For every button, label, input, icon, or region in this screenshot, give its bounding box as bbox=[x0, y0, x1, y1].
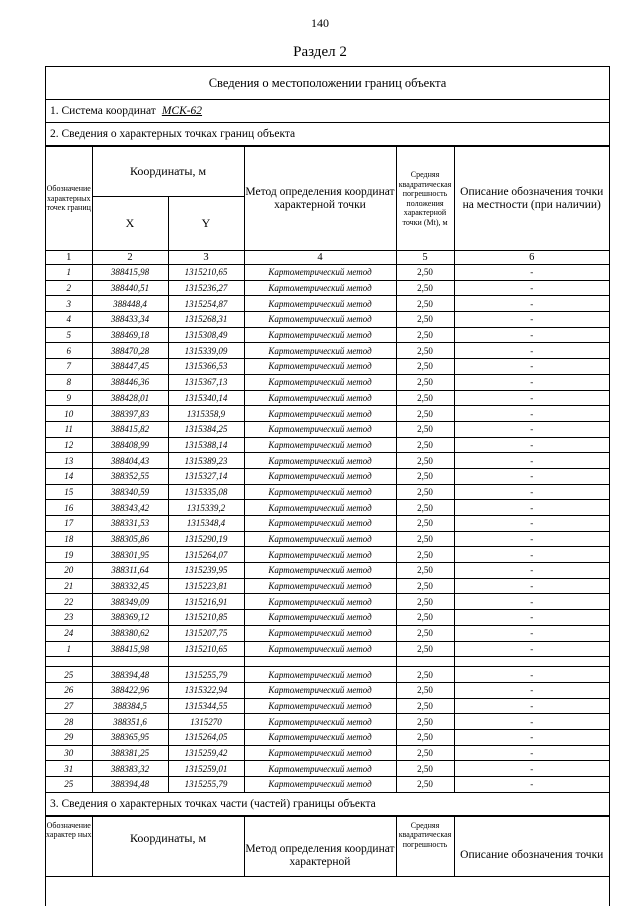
method-cell: Картометрический метод bbox=[244, 777, 396, 793]
point-number-cell: 9 bbox=[46, 390, 92, 406]
point-number-cell: 15 bbox=[46, 484, 92, 500]
point-number-cell: 10 bbox=[46, 406, 92, 422]
coord-x-cell: 388311,64 bbox=[92, 563, 168, 579]
point-number-cell: 11 bbox=[46, 421, 92, 437]
description-cell: - bbox=[454, 547, 609, 563]
coord-y-cell: 1315335,08 bbox=[168, 484, 244, 500]
method-cell: Картометрический метод bbox=[244, 563, 396, 579]
coord-y-cell: 1315358,9 bbox=[168, 406, 244, 422]
description-cell: - bbox=[454, 682, 609, 698]
error-cell: 2,50 bbox=[396, 563, 454, 579]
error-cell: 2,50 bbox=[396, 437, 454, 453]
coord-x-cell: 388301,95 bbox=[92, 547, 168, 563]
coord-y-cell: 1315264,07 bbox=[168, 547, 244, 563]
coord-y-cell: 1315210,65 bbox=[168, 641, 244, 657]
method-cell: Картометрический метод bbox=[244, 667, 396, 683]
method-cell: Картометрический метод bbox=[244, 641, 396, 657]
description-cell: - bbox=[454, 729, 609, 745]
table-row bbox=[46, 641, 609, 657]
method-cell: Картометрический метод bbox=[244, 516, 396, 532]
error-cell: 2,50 bbox=[396, 421, 454, 437]
coord-y-cell: 1315340,14 bbox=[168, 390, 244, 406]
table-row bbox=[46, 745, 609, 761]
coord-y-cell: 1315239,95 bbox=[168, 563, 244, 579]
coord-x-cell: 388305,86 bbox=[92, 531, 168, 547]
coord-y-cell: 1315223,81 bbox=[168, 578, 244, 594]
error-cell: 2,50 bbox=[396, 468, 454, 484]
table-row bbox=[46, 390, 609, 406]
method-cell: Картометрический метод bbox=[244, 327, 396, 343]
coord-x-cell: 388447,45 bbox=[92, 359, 168, 375]
colnum-5: 5 bbox=[396, 251, 454, 265]
table-row bbox=[46, 610, 609, 626]
error-cell: 2,50 bbox=[396, 625, 454, 641]
error-cell: 2,50 bbox=[396, 374, 454, 390]
col-error: Средняя квадратическая погрешность положения характерной точки (Mt), м bbox=[396, 147, 454, 251]
method-cell: Картометрический метод bbox=[244, 745, 396, 761]
description-cell: - bbox=[454, 327, 609, 343]
error-cell: 2,50 bbox=[396, 547, 454, 563]
method-cell: Картометрический метод bbox=[244, 761, 396, 777]
error-cell: 2,50 bbox=[396, 484, 454, 500]
description-cell: - bbox=[454, 777, 609, 793]
col2-error: Средняя квадратическая погрешность bbox=[396, 816, 454, 876]
coord-system-row bbox=[46, 100, 609, 123]
method-cell: Картометрический метод bbox=[244, 359, 396, 375]
table-row bbox=[46, 374, 609, 390]
coord-x-cell: 388397,83 bbox=[92, 406, 168, 422]
description-cell: - bbox=[454, 374, 609, 390]
table-row bbox=[46, 594, 609, 610]
error-cell: 2,50 bbox=[396, 531, 454, 547]
description-cell: - bbox=[454, 594, 609, 610]
description-cell: - bbox=[454, 500, 609, 516]
table-row bbox=[46, 406, 609, 422]
coord-x-cell: 388408,99 bbox=[92, 437, 168, 453]
method-cell: Картометрический метод bbox=[244, 374, 396, 390]
point-number-cell: 14 bbox=[46, 468, 92, 484]
point-number-cell: 4 bbox=[46, 312, 92, 328]
table-row bbox=[46, 500, 609, 516]
col2-description: Описание обозначения точки bbox=[454, 816, 609, 876]
method-cell: Картометрический метод bbox=[244, 714, 396, 730]
coord-x-cell: 388331,53 bbox=[92, 516, 168, 532]
coord-x-cell: 388369,12 bbox=[92, 610, 168, 626]
error-cell: 2,50 bbox=[396, 761, 454, 777]
method-cell: Картометрический метод bbox=[244, 468, 396, 484]
description-cell: - bbox=[454, 531, 609, 547]
coord-x-cell: 388446,36 bbox=[92, 374, 168, 390]
error-cell: 2,50 bbox=[396, 578, 454, 594]
point-number-cell: 25 bbox=[46, 777, 92, 793]
table-row bbox=[46, 437, 609, 453]
point-number-cell: 31 bbox=[46, 761, 92, 777]
point-number-cell: 25 bbox=[46, 667, 92, 683]
description-cell: - bbox=[454, 625, 609, 641]
method-cell: Картометрический метод bbox=[244, 610, 396, 626]
part-points-header: 3. Сведения о характерных точках части (частей) границы объекта bbox=[46, 793, 609, 816]
description-cell: - bbox=[454, 468, 609, 484]
col-designation: Обозначение характерных точек границ bbox=[46, 147, 92, 251]
coord-y-cell: 1315255,79 bbox=[168, 777, 244, 793]
table-row bbox=[46, 625, 609, 641]
error-cell: 2,50 bbox=[396, 516, 454, 532]
method-cell: Картометрический метод bbox=[244, 594, 396, 610]
coord-y-cell: 1315290,19 bbox=[168, 531, 244, 547]
coord-x-cell: 388352,55 bbox=[92, 468, 168, 484]
method-cell: Картометрический метод bbox=[244, 682, 396, 698]
error-cell: 2,50 bbox=[396, 327, 454, 343]
method-cell: Картометрический метод bbox=[244, 547, 396, 563]
table-row bbox=[46, 296, 609, 312]
error-cell: 2,50 bbox=[396, 745, 454, 761]
error-cell: 2,50 bbox=[396, 390, 454, 406]
description-cell: - bbox=[454, 745, 609, 761]
coord-x-cell: 388340,59 bbox=[92, 484, 168, 500]
table-row bbox=[46, 516, 609, 532]
method-cell: Картометрический метод bbox=[244, 698, 396, 714]
description-cell: - bbox=[454, 578, 609, 594]
description-cell: - bbox=[454, 641, 609, 657]
col2-designation: Обозначение характер ных bbox=[46, 816, 92, 876]
coord-y-cell: 1315344,55 bbox=[168, 698, 244, 714]
coord-x-cell: 388440,51 bbox=[92, 280, 168, 296]
coord-y-cell: 1315339,2 bbox=[168, 500, 244, 516]
coord-x-cell: 388470,28 bbox=[92, 343, 168, 359]
section-title: Раздел 2 bbox=[293, 44, 347, 60]
table-row bbox=[46, 667, 609, 683]
error-cell: 2,50 bbox=[396, 453, 454, 469]
description-cell: - bbox=[454, 312, 609, 328]
colnum-2: 2 bbox=[92, 251, 168, 265]
coord-x-cell: 388394,48 bbox=[92, 667, 168, 683]
coord-system-label: 1. Система координат bbox=[50, 105, 156, 117]
description-cell: - bbox=[454, 516, 609, 532]
coord-y-cell: 1315327,14 bbox=[168, 468, 244, 484]
table-row bbox=[46, 265, 609, 281]
point-number-cell: 5 bbox=[46, 327, 92, 343]
point-number-cell: 21 bbox=[46, 578, 92, 594]
coord-x-cell: 388380,62 bbox=[92, 625, 168, 641]
table-row bbox=[46, 421, 609, 437]
description-cell: - bbox=[454, 390, 609, 406]
error-cell: 2,50 bbox=[396, 280, 454, 296]
point-number-cell: 3 bbox=[46, 296, 92, 312]
coord-x-cell: 388381,25 bbox=[92, 745, 168, 761]
point-number-cell: 13 bbox=[46, 453, 92, 469]
coord-y-cell: 1315236,27 bbox=[168, 280, 244, 296]
method-cell: Картометрический метод bbox=[244, 531, 396, 547]
coord-y-cell: 1315348,4 bbox=[168, 516, 244, 532]
group-separator bbox=[46, 657, 609, 667]
coord-x-cell: 388415,98 bbox=[92, 641, 168, 657]
page-number: 140 bbox=[311, 16, 329, 30]
coord-x-cell: 388433,34 bbox=[92, 312, 168, 328]
coord-x-cell: 388422,96 bbox=[92, 682, 168, 698]
description-cell: - bbox=[454, 280, 609, 296]
error-cell: 2,50 bbox=[396, 500, 454, 516]
coord-system-value: МСК-62 bbox=[161, 105, 203, 117]
coord-x-cell: 388404,43 bbox=[92, 453, 168, 469]
point-number-cell: 18 bbox=[46, 531, 92, 547]
coord-y-cell: 1315384,25 bbox=[168, 421, 244, 437]
coord-y-cell: 1315259,01 bbox=[168, 761, 244, 777]
coord-y-cell: 1315259,42 bbox=[168, 745, 244, 761]
table-row bbox=[46, 547, 609, 563]
points-header: 2. Сведения о характерных точках границ объекта bbox=[46, 123, 609, 146]
coord-x-cell: 388349,09 bbox=[92, 594, 168, 610]
coord-x-cell: 388415,82 bbox=[92, 421, 168, 437]
table-row bbox=[46, 484, 609, 500]
coord-y-cell: 1315366,53 bbox=[168, 359, 244, 375]
point-number-cell: 20 bbox=[46, 563, 92, 579]
coord-y-cell: 1315254,87 bbox=[168, 296, 244, 312]
table-row bbox=[46, 761, 609, 777]
error-cell: 2,50 bbox=[396, 641, 454, 657]
point-number-cell: 28 bbox=[46, 714, 92, 730]
method-cell: Картометрический метод bbox=[244, 406, 396, 422]
table-row bbox=[46, 563, 609, 579]
description-cell: - bbox=[454, 714, 609, 730]
point-number-cell: 2 bbox=[46, 280, 92, 296]
table-row bbox=[46, 698, 609, 714]
coord-y-cell: 1315389,23 bbox=[168, 453, 244, 469]
table-row bbox=[46, 468, 609, 484]
description-cell: - bbox=[454, 484, 609, 500]
description-cell: - bbox=[454, 406, 609, 422]
coord-x-cell: 388365,95 bbox=[92, 729, 168, 745]
error-cell: 2,50 bbox=[396, 610, 454, 626]
col-method: Метод определения координат характерной точки bbox=[244, 147, 396, 251]
description-cell: - bbox=[454, 667, 609, 683]
point-number-cell: 12 bbox=[46, 437, 92, 453]
table-row bbox=[46, 777, 609, 793]
method-cell: Картометрический метод bbox=[244, 343, 396, 359]
rows-group-2 bbox=[46, 667, 609, 793]
table-row bbox=[46, 682, 609, 698]
part-points-table bbox=[46, 816, 609, 877]
error-cell: 2,50 bbox=[396, 312, 454, 328]
coord-y-cell: 1315388,14 bbox=[168, 437, 244, 453]
col-coords: Координаты, м bbox=[92, 147, 244, 197]
method-cell: Картометрический метод bbox=[244, 453, 396, 469]
description-cell: - bbox=[454, 265, 609, 281]
colnum-1: 1 bbox=[46, 251, 92, 265]
table-row bbox=[46, 453, 609, 469]
colnum-4: 4 bbox=[244, 251, 396, 265]
point-number-cell: 26 bbox=[46, 682, 92, 698]
method-cell: Картометрический метод bbox=[244, 390, 396, 406]
error-cell: 2,50 bbox=[396, 777, 454, 793]
point-number-cell: 16 bbox=[46, 500, 92, 516]
description-cell: - bbox=[454, 343, 609, 359]
point-number-cell: 23 bbox=[46, 610, 92, 626]
table-row bbox=[46, 729, 609, 745]
error-cell: 2,50 bbox=[396, 594, 454, 610]
point-number-cell: 1 bbox=[46, 265, 92, 281]
description-cell: - bbox=[454, 610, 609, 626]
error-cell: 2,50 bbox=[396, 682, 454, 698]
col-description: Описание обозначения точки на местности (при наличии) bbox=[454, 147, 609, 251]
description-cell: - bbox=[454, 453, 609, 469]
coord-y-cell: 1315367,13 bbox=[168, 374, 244, 390]
description-cell: - bbox=[454, 563, 609, 579]
coord-y-cell: 1315216,91 bbox=[168, 594, 244, 610]
description-cell: - bbox=[454, 761, 609, 777]
method-cell: Картометрический метод bbox=[244, 729, 396, 745]
method-cell: Картометрический метод bbox=[244, 625, 396, 641]
coord-y-cell: 1315270 bbox=[168, 714, 244, 730]
description-cell: - bbox=[454, 421, 609, 437]
error-cell: 2,50 bbox=[396, 667, 454, 683]
table-row bbox=[46, 327, 609, 343]
coord-x-cell: 388448,4 bbox=[92, 296, 168, 312]
point-number-cell: 7 bbox=[46, 359, 92, 375]
table-row bbox=[46, 343, 609, 359]
coord-y-cell: 1315339,09 bbox=[168, 343, 244, 359]
document-frame bbox=[45, 66, 610, 906]
method-cell: Картометрический метод bbox=[244, 265, 396, 281]
coord-y-cell: 1315207,75 bbox=[168, 625, 244, 641]
table-row bbox=[46, 714, 609, 730]
table-row bbox=[46, 280, 609, 296]
method-cell: Картометрический метод bbox=[244, 280, 396, 296]
method-cell: Картометрический метод bbox=[244, 312, 396, 328]
error-cell: 2,50 bbox=[396, 698, 454, 714]
coord-y-cell: 1315255,79 bbox=[168, 667, 244, 683]
table-row bbox=[46, 312, 609, 328]
error-cell: 2,50 bbox=[396, 343, 454, 359]
col-y: Y bbox=[168, 197, 244, 251]
point-number-cell: 24 bbox=[46, 625, 92, 641]
method-cell: Картометрический метод bbox=[244, 500, 396, 516]
point-number-cell: 8 bbox=[46, 374, 92, 390]
coord-y-cell: 1315268,31 bbox=[168, 312, 244, 328]
method-cell: Картометрический метод bbox=[244, 578, 396, 594]
error-cell: 2,50 bbox=[396, 714, 454, 730]
coord-x-cell: 388428,01 bbox=[92, 390, 168, 406]
error-cell: 2,50 bbox=[396, 296, 454, 312]
error-cell: 2,50 bbox=[396, 729, 454, 745]
description-cell: - bbox=[454, 359, 609, 375]
coord-x-cell: 388415,98 bbox=[92, 265, 168, 281]
colnum-3: 3 bbox=[168, 251, 244, 265]
description-cell: - bbox=[454, 296, 609, 312]
coord-x-cell: 388384,5 bbox=[92, 698, 168, 714]
table-row bbox=[46, 578, 609, 594]
col2-method: Метод определения координат характерной bbox=[244, 816, 396, 876]
coord-x-cell: 388351,6 bbox=[92, 714, 168, 730]
point-number-cell: 27 bbox=[46, 698, 92, 714]
coord-y-cell: 1315210,65 bbox=[168, 265, 244, 281]
table-row bbox=[46, 359, 609, 375]
method-cell: Картометрический метод bbox=[244, 296, 396, 312]
table-row bbox=[46, 531, 609, 547]
col-x: X bbox=[92, 197, 168, 251]
error-cell: 2,50 bbox=[396, 265, 454, 281]
col2-coords: Координаты, м bbox=[92, 816, 244, 876]
method-cell: Картометрический метод bbox=[244, 437, 396, 453]
coord-y-cell: 1315210,85 bbox=[168, 610, 244, 626]
method-cell: Картометрический метод bbox=[244, 421, 396, 437]
coord-x-cell: 388394,48 bbox=[92, 777, 168, 793]
point-number-cell: 6 bbox=[46, 343, 92, 359]
error-cell: 2,50 bbox=[396, 406, 454, 422]
coord-x-cell: 388469,18 bbox=[92, 327, 168, 343]
point-number-cell: 29 bbox=[46, 729, 92, 745]
column-numbers-row bbox=[46, 251, 609, 265]
coord-x-cell: 388332,45 bbox=[92, 578, 168, 594]
point-number-cell: 17 bbox=[46, 516, 92, 532]
coord-y-cell: 1315308,49 bbox=[168, 327, 244, 343]
block-title: Сведения о местоположении границ объекта bbox=[46, 67, 609, 100]
point-number-cell: 22 bbox=[46, 594, 92, 610]
error-cell: 2,50 bbox=[396, 359, 454, 375]
rows-group-1 bbox=[46, 265, 609, 657]
coord-x-cell: 388343,42 bbox=[92, 500, 168, 516]
coord-y-cell: 1315322,94 bbox=[168, 682, 244, 698]
method-cell: Картометрический метод bbox=[244, 484, 396, 500]
coord-y-cell: 1315264,05 bbox=[168, 729, 244, 745]
point-number-cell: 19 bbox=[46, 547, 92, 563]
point-number-cell: 30 bbox=[46, 745, 92, 761]
coord-x-cell: 388383,32 bbox=[92, 761, 168, 777]
description-cell: - bbox=[454, 698, 609, 714]
point-number-cell: 1 bbox=[46, 641, 92, 657]
points-table bbox=[46, 146, 609, 793]
description-cell: - bbox=[454, 437, 609, 453]
colnum-6: 6 bbox=[454, 251, 609, 265]
